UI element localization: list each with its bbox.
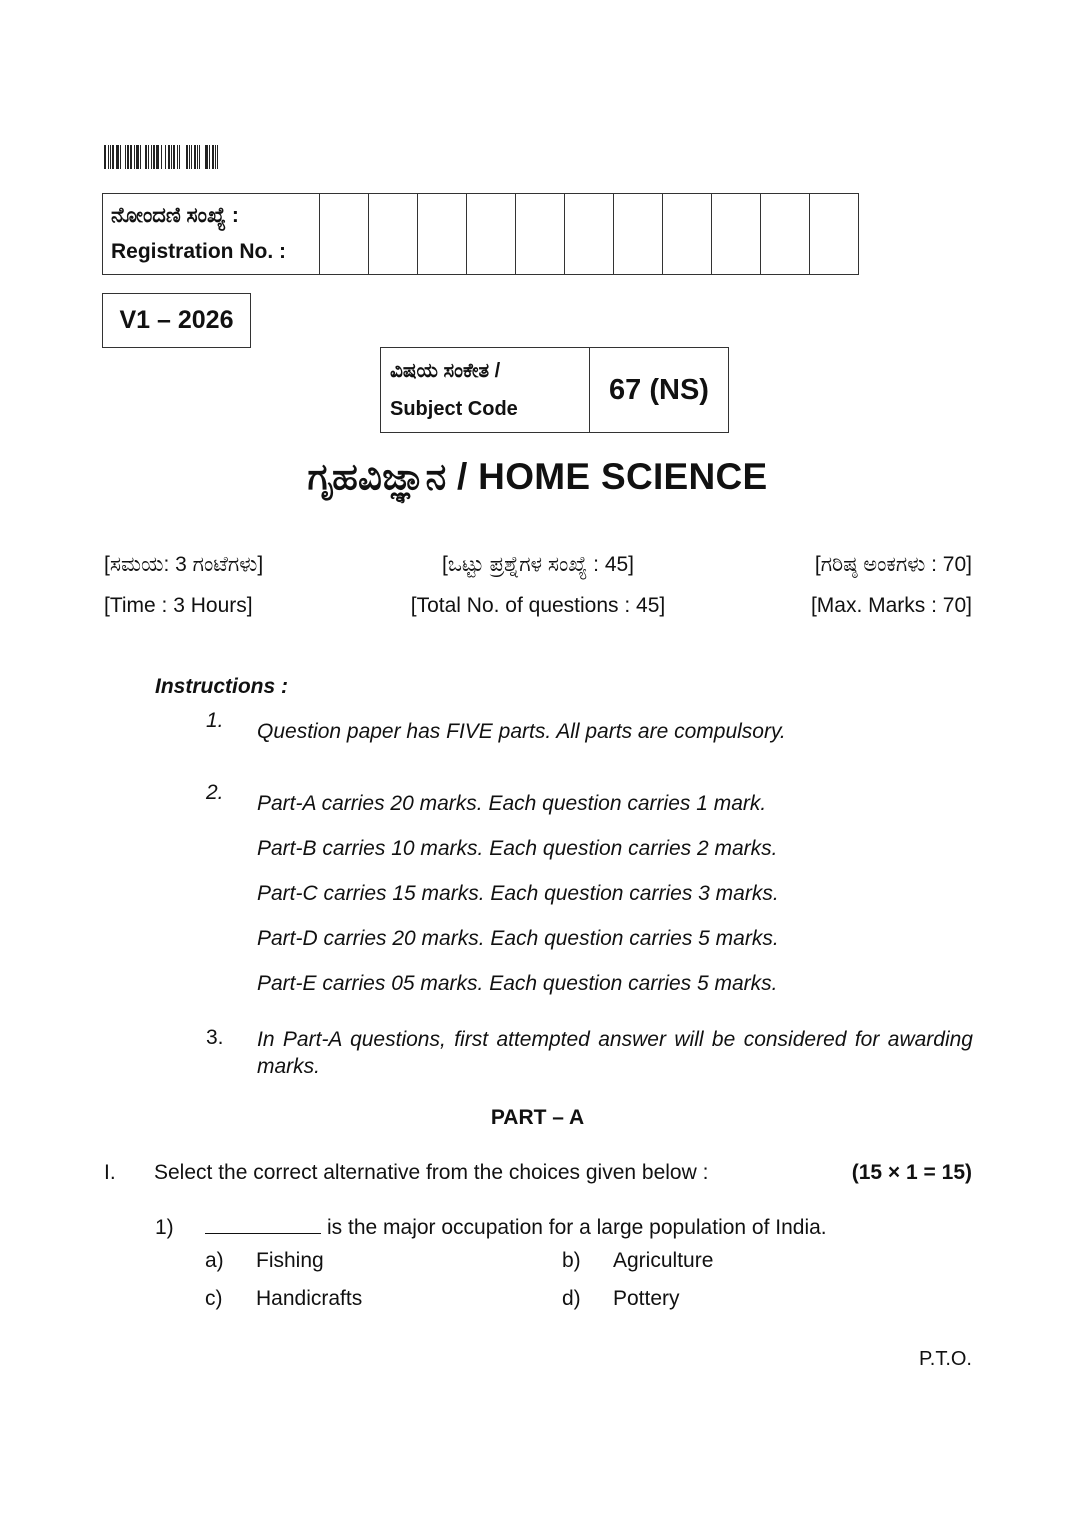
instruction-line: Part-E carries 05 marks. Each question carries 5 marks. — [257, 972, 778, 995]
option-c — [205, 1287, 362, 1311]
option-b — [562, 1249, 713, 1273]
instruction-line: Question paper has FIVE parts. All parts are compulsory. — [257, 720, 786, 743]
instruction-item — [206, 709, 973, 754]
barcode — [104, 145, 246, 169]
registration-digit-box — [467, 194, 516, 275]
section-number: I. — [104, 1161, 116, 1184]
instruction-number: 3. — [206, 1026, 224, 1049]
registration-label-kn: ನೋಂದಣಿ ಸಂಖ್ಯೆ : — [111, 204, 239, 227]
total-questions-kn: [ಒಟ್ಟು ಪ್ರಶ್ನೆಗಳ ಸಂಖ್ಯೆ : 45] — [441, 553, 635, 576]
option-text: Pottery — [613, 1287, 680, 1310]
option-letter: c) — [205, 1287, 223, 1310]
instructions-heading: Instructions : — [155, 675, 289, 698]
instruction-item — [206, 781, 973, 1006]
subject-code-table — [380, 347, 729, 433]
instruction-line: Part-D carries 20 marks. Each question carries 5 marks. — [257, 927, 779, 950]
max-marks-kn: [ಗರಿಷ್ಠ ಅಂಕಗಳು : 70] — [814, 553, 972, 576]
option-text: Handicrafts — [256, 1287, 363, 1310]
subject-code-label-kn: ವಿಷಯ ಸಂಕೇತ / — [390, 360, 501, 382]
registration-digit-box — [712, 194, 761, 275]
instruction-text — [257, 709, 973, 754]
question-text: is the major occupation for a large population of India. — [327, 1216, 827, 1239]
registration-digit-box — [810, 194, 859, 275]
subject-code-label — [381, 348, 590, 433]
instruction-line: Part-A carries 20 marks. Each question carries 1 mark. — [257, 792, 767, 815]
instruction-item — [206, 1026, 973, 1080]
registration-digit-box — [516, 194, 565, 275]
part-a-heading: PART – A — [490, 1106, 585, 1129]
section-marks: (15 × 1 = 15) — [851, 1161, 972, 1184]
question-number: 1) — [155, 1216, 174, 1239]
time-en: [Time : 3 Hours] — [104, 594, 253, 617]
pto-label: P.T.O. — [919, 1348, 972, 1370]
instruction-line: Part-B carries 10 marks. Each question carries 2 marks. — [257, 837, 778, 860]
option-letter: b) — [562, 1249, 581, 1272]
subject-code-label-en: Subject Code — [390, 398, 518, 420]
option-d — [562, 1287, 680, 1311]
max-marks-en: [Max. Marks : 70] — [810, 594, 972, 617]
option-letter: a) — [205, 1249, 224, 1272]
instruction-number: 2. — [206, 781, 224, 804]
registration-digit-box — [369, 194, 418, 275]
registration-digit-box — [565, 194, 614, 275]
time-kn: [ಸಮಯ: 3 ಗಂಟೆಗಳು] — [104, 553, 264, 576]
paper-title: ಗೃಹವಿಜ್ಞಾನ / HOME SCIENCE — [307, 456, 768, 497]
registration-digit-box — [320, 194, 369, 275]
subject-code-value: 67 (NS) — [590, 348, 729, 433]
instruction-number: 1. — [206, 709, 224, 732]
instruction-line: Part-C carries 15 marks. Each question carries 3 marks. — [257, 882, 779, 905]
option-letter: d) — [562, 1287, 581, 1310]
registration-label-en: Registration No. : — [111, 240, 287, 263]
answer-blank — [205, 1214, 321, 1234]
registration-table — [102, 193, 859, 275]
option-text: Fishing — [256, 1249, 324, 1272]
instruction-text — [257, 781, 973, 1006]
instruction-text: In Part-A questions, first attempted answer will be considered for awarding marks. — [257, 1028, 973, 1078]
option-text: Agriculture — [613, 1249, 714, 1272]
version-box: V1 – 2026 — [102, 293, 251, 348]
question-1 — [155, 1214, 827, 1240]
section-instruction: Select the correct alternative from the choices given below : — [154, 1161, 709, 1184]
registration-digit-box — [761, 194, 810, 275]
total-questions-en: [Total No. of questions : 45] — [410, 594, 666, 617]
registration-digit-box — [663, 194, 712, 275]
registration-label — [103, 194, 320, 275]
option-a — [205, 1249, 324, 1273]
registration-digit-box — [614, 194, 663, 275]
registration-digit-box — [418, 194, 467, 275]
